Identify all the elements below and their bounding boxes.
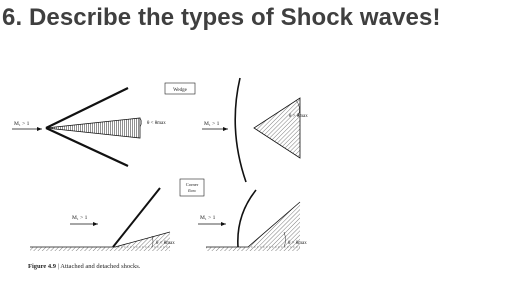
flow-arrowhead (93, 222, 98, 226)
mach-label: M₁ > 1 (204, 121, 220, 127)
wedge (254, 98, 300, 158)
mach-label: M₁ > 1 (200, 215, 216, 221)
wedge-label: Wedge (173, 88, 187, 93)
attached-wedge-diagram (12, 88, 166, 166)
corner-label-line2: flow (187, 188, 197, 193)
mach-label: M₁ > 1 (14, 121, 30, 127)
detached-wedge-diagram (202, 78, 308, 182)
flow-arrowhead (221, 222, 226, 226)
wall-hatch (30, 247, 115, 251)
question-title: 6. Describe the types of Shock waves! (2, 4, 441, 31)
mach-label: M₁ > 1 (72, 215, 88, 221)
angle-label: θ > θmax (288, 241, 307, 246)
corner-label-line1: Corner (185, 182, 199, 187)
flow-arrowhead (223, 127, 228, 131)
angle-label: θ < θmax (147, 121, 166, 126)
detached-shock (238, 190, 256, 247)
caption-text: Attached and detached shocks. (60, 263, 141, 270)
flow-arrowhead (37, 127, 42, 131)
detached-corner-diagram (198, 190, 307, 251)
attached-corner-diagram (30, 188, 175, 251)
angle-label: θ < θmax (156, 241, 175, 246)
figure-caption: Figure 4.9 | Attached and detached shocks. (28, 263, 141, 270)
caption-number: Figure 4.9 (28, 263, 57, 270)
wall-hatch (206, 247, 248, 251)
angle-label: θ > θmax (289, 114, 308, 119)
bow-shock (235, 78, 246, 182)
